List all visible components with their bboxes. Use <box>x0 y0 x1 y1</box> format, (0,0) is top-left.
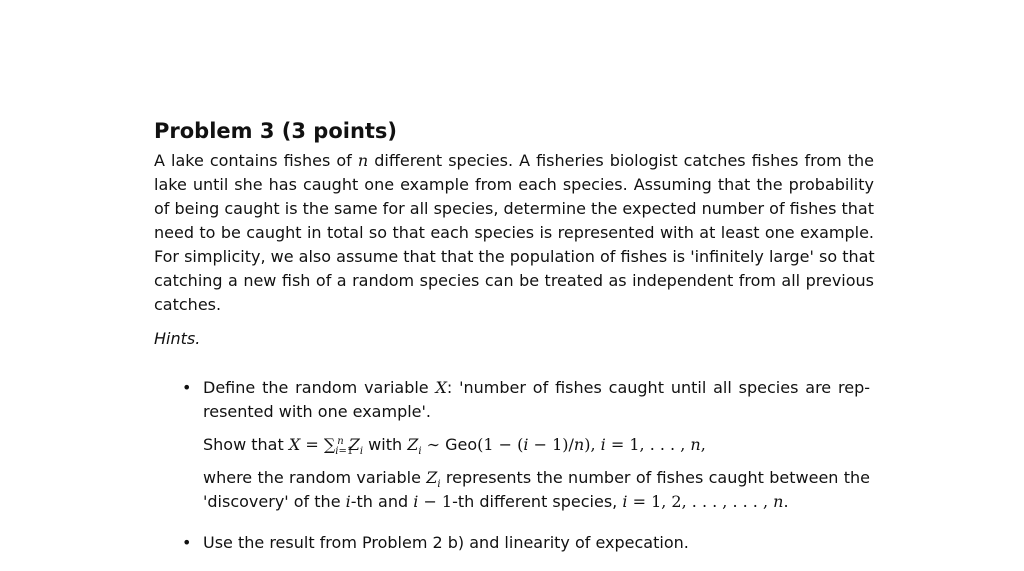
where-explanation: where the random variable $Z_i$ represents the number of fishes caught between the 'discovery' of the i-th and i − 1-th different species, i = 1, 2, . . . , . . . , n. <box>203 468 871 511</box>
hint-item-1-text <box>203 376 870 424</box>
problem-line-4: need to be caught in total so that each species is represented with at least one example. <box>154 223 874 242</box>
problem-line-7: catches. <box>154 295 222 314</box>
hints-label: Hints. <box>154 329 201 348</box>
problem-statement <box>154 149 874 317</box>
problem-line-1: A lake contains fishes of n different species. A fisheries biologist catches fishes from the <box>154 151 875 170</box>
bullet-icon: • <box>182 378 192 397</box>
problem-title: Problem 3 (3 points) <box>154 119 398 143</box>
bullet-icon: • <box>182 533 192 552</box>
problem-line-5: For simplicity, we also assume that that the population of fishes is 'infinitely large' so that <box>154 247 875 266</box>
hint-item-1-line-2: resented with one example'. <box>203 402 431 421</box>
hint-item-1-line-1: Define the random variable X: 'number of fishes caught until all species are rep- <box>203 378 870 397</box>
problem-line-6: catching a new fish of a random species can be treated as independent from all previous <box>154 271 874 290</box>
problem-line-3: of being caught is the same for all species, determine the expected number of fishes that <box>154 199 874 218</box>
hint-item-2-text: Use the result from Problem 2 b) and linearity of expecation. <box>203 533 689 552</box>
problem-line-2: lake until she has caught one example from each species. Assuming that the probability <box>154 175 874 194</box>
show-that-statement: Show that $X = \sum_{i=1}^n$ $Z_i$ with $Z_i$ ∼ Geo(1 − (i − 1)/n), i = 1, . . . , n, <box>203 435 706 458</box>
